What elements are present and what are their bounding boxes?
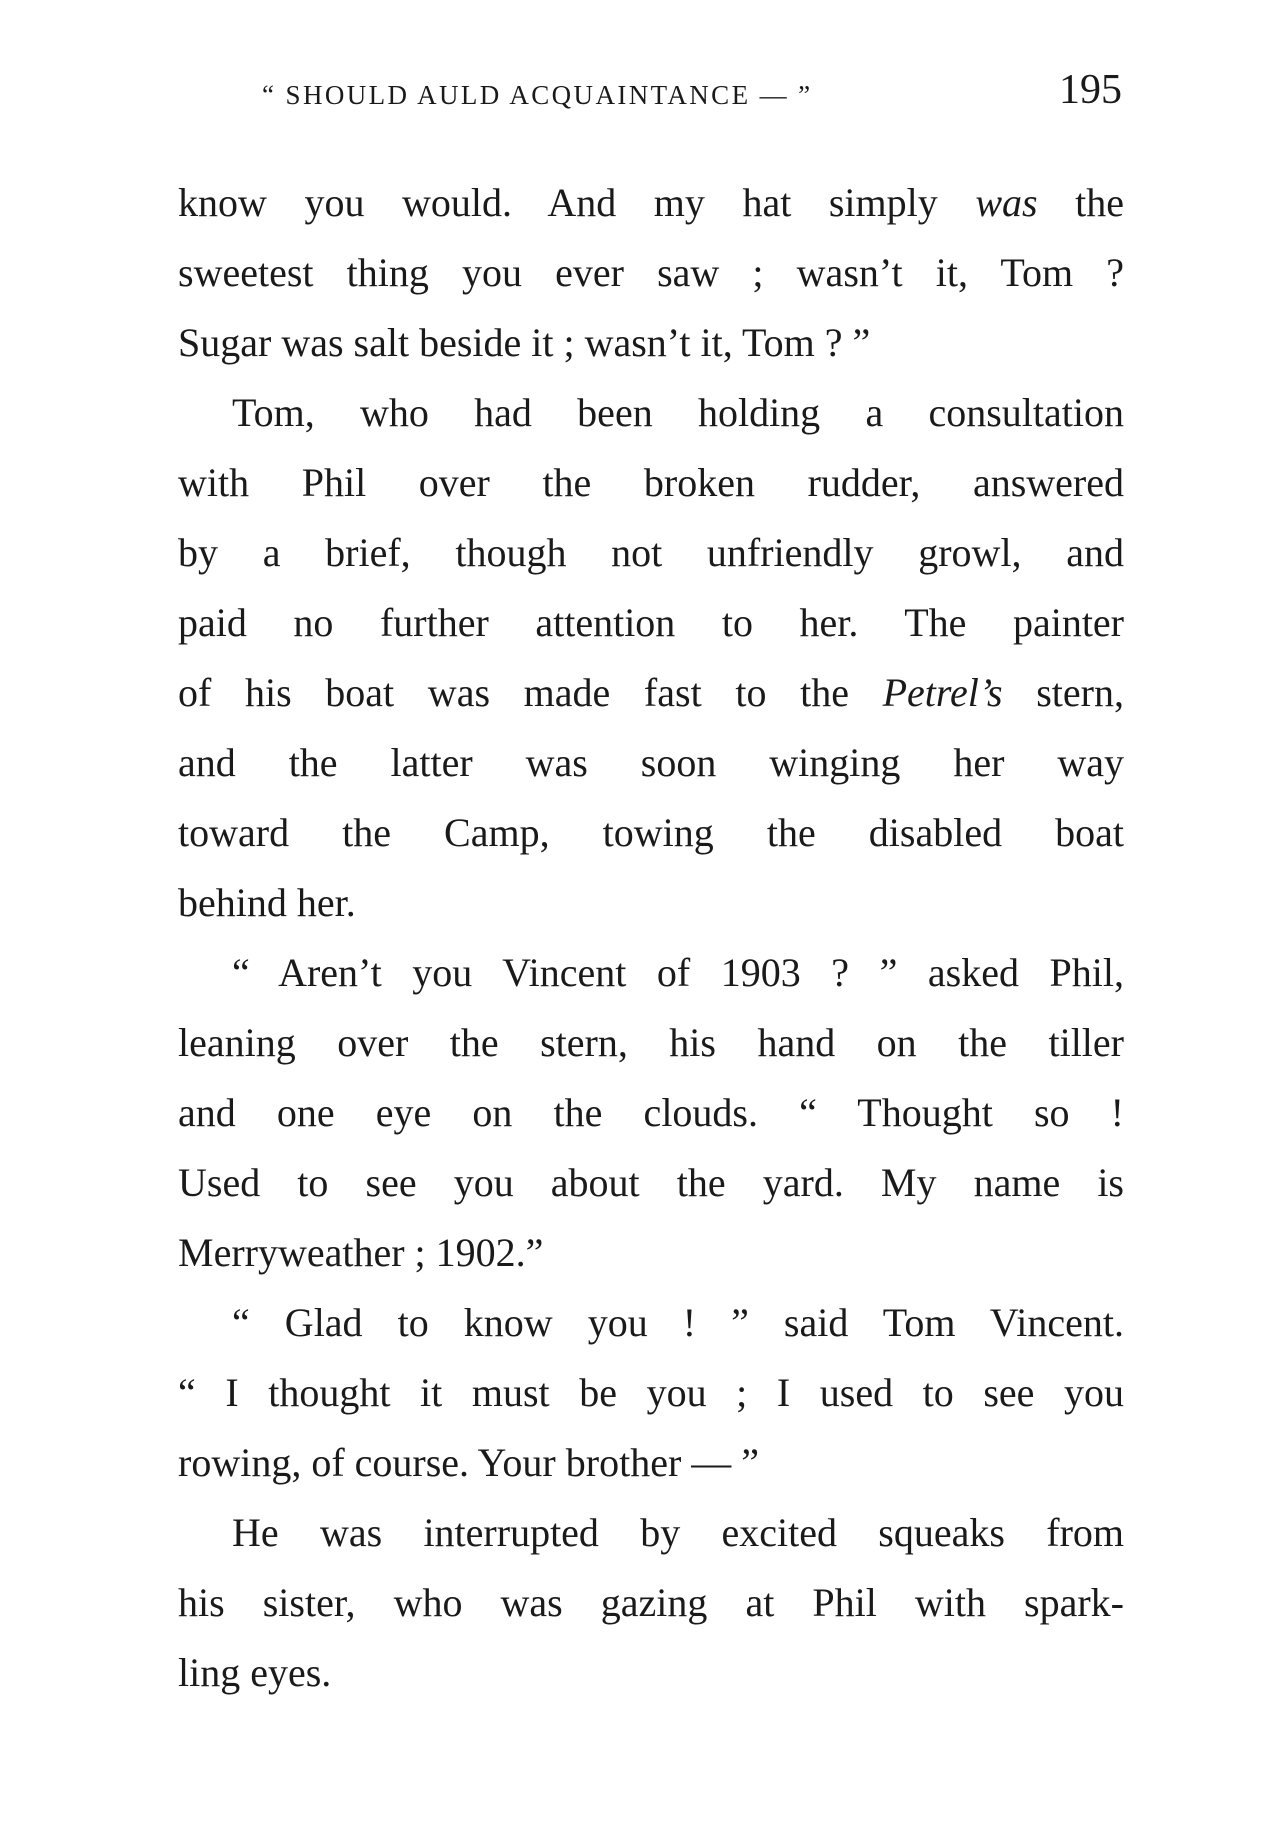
text-run: “ Glad to know you ! ” said Tom Vincent.: [232, 1300, 1124, 1345]
paragraph: [178, 1288, 1124, 1498]
italic-text: was: [975, 180, 1038, 225]
paragraph: [178, 1498, 1124, 1708]
text-run: of his boat was made fast to the: [178, 670, 883, 715]
text-run: stern,: [1002, 670, 1124, 715]
text-run: Merryweather ; 1902.”: [178, 1230, 544, 1275]
text-run: with Phil over the broken rudder, answered: [178, 460, 1124, 505]
paragraph: [178, 168, 1124, 378]
text-line: [178, 1008, 1124, 1078]
text-line: [178, 1638, 1124, 1708]
text-run: Used to see you about the yard. My name is: [178, 1160, 1124, 1205]
text-line: [178, 1428, 1124, 1498]
text-run: “ Aren’t you Vincent of 1903 ? ” asked Phil,: [232, 950, 1124, 995]
text-line: [178, 658, 1124, 728]
text-line: [178, 308, 1124, 378]
text-line: [178, 448, 1124, 518]
body-text: [178, 168, 1124, 1708]
running-head: [262, 66, 1122, 126]
paragraph: [178, 378, 1124, 938]
text-run: his sister, who was gazing at Phil with spark-: [178, 1580, 1124, 1625]
text-line: [178, 798, 1124, 868]
text-line: [178, 168, 1124, 238]
text-run: paid no further attention to her. The painter: [178, 600, 1124, 645]
text-line: [178, 1078, 1124, 1148]
page-number: 195: [1059, 67, 1122, 113]
text-run: behind her.: [178, 880, 356, 925]
italic-text: Petrel’s: [882, 670, 1003, 715]
text-line: [178, 518, 1124, 588]
text-line: [178, 1218, 1124, 1288]
text-run: rowing, of course. Your brother — ”: [178, 1440, 760, 1485]
text-run: and the latter was soon winging her way: [178, 740, 1124, 785]
text-line: [178, 1358, 1124, 1428]
text-run: Tom, who had been holding a consultation: [232, 390, 1124, 435]
text-run: by a brief, though not unfriendly growl, and: [178, 530, 1124, 575]
text-run: know you would. And my hat simply: [178, 180, 976, 225]
paragraph: [178, 938, 1124, 1288]
text-line: [178, 728, 1124, 798]
text-run: He was interrupted by excited squeaks from: [232, 1510, 1124, 1555]
text-run: leaning over the stern, his hand on the tiller: [178, 1020, 1124, 1065]
running-title: “ SHOULD AULD ACQUAINTANCE — ”: [262, 80, 813, 110]
text-run: and one eye on the clouds. “ Thought so !: [178, 1090, 1124, 1135]
text-line: [178, 938, 1124, 1008]
text-line: [178, 1148, 1124, 1218]
text-line: [178, 1568, 1124, 1638]
text-line: [178, 868, 1124, 938]
text-run: sweetest thing you ever saw ; wasn’t it, Tom ?: [178, 250, 1124, 295]
text-line: [178, 378, 1124, 448]
text-line: [178, 588, 1124, 658]
text-run: the: [1037, 180, 1124, 225]
text-run: “ I thought it must be you ; I used to see you: [178, 1370, 1124, 1415]
text-run: toward the Camp, towing the disabled boat: [178, 810, 1124, 855]
text-line: [178, 1288, 1124, 1358]
text-run: ling eyes.: [178, 1650, 332, 1695]
text-line: [178, 1498, 1124, 1568]
text-run: Sugar was salt beside it ; wasn’t it, Tom ? ”: [178, 320, 871, 365]
text-line: [178, 238, 1124, 308]
